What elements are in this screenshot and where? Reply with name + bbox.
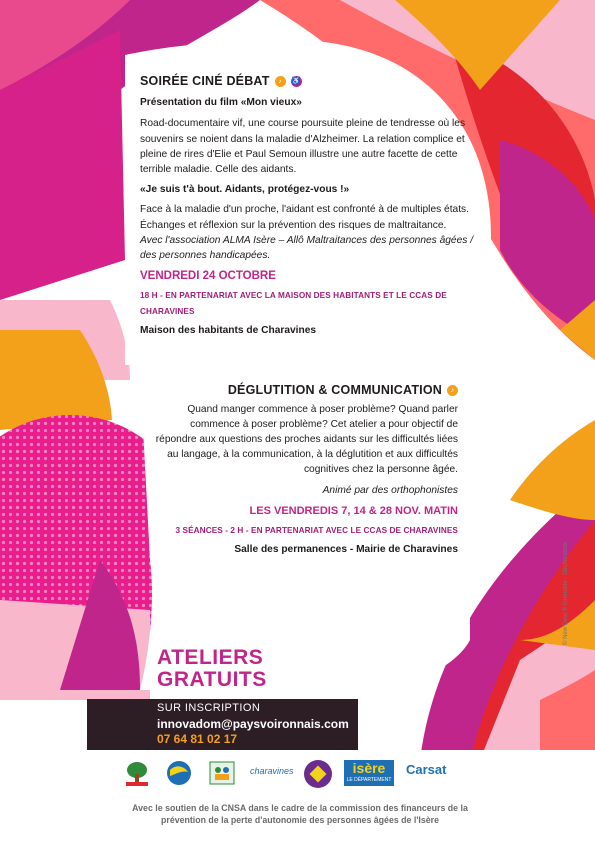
event-deglutition — [150, 383, 458, 557]
accessibility-icon: ♿ — [291, 78, 301, 86]
tree-logo — [122, 758, 152, 788]
photo-credit: © New Deal ® Grenoble - Shutterstock — [563, 541, 569, 645]
isere-logo-sub: LE DÉPARTEMENT — [346, 777, 392, 783]
diamond-logo — [302, 758, 334, 790]
inscription-label: SUR INSCRIPTION — [157, 702, 261, 714]
family-logo — [208, 758, 236, 788]
event2-description: Quand manger commence à poser problème? Quand parler commence à poser problème? Cet atelier a pour objectif de répondre aux questions des proches aidants sur les difficultés liées au langage, à la communication, à la déglutition et aux difficultés cognitives chez la personne âgée. — [155, 404, 458, 475]
event2-details: 3 SÉANCES - 2 H - EN PARTENARIAT AVEC LE CCAS DE CHARAVINES — [175, 526, 458, 535]
event2-heading — [150, 383, 458, 398]
isere-logo — [344, 760, 394, 786]
ateliers-line2: GRATUITS — [157, 668, 267, 691]
charavines-logo: charavines — [250, 766, 294, 776]
event1-title: SOIRÉE CINÉ DÉBAT — [140, 74, 270, 88]
event1-description2: Face à la maladie d'un proche, l'aidant est confronté à de multiples états. Échanges et réflexion sur la prévention des risques de maltraitance. — [140, 204, 469, 231]
event1-subtitle: Présentation du film «Mon vieux» — [140, 97, 302, 109]
footer-support: Avec le soutien de la CNSA dans le cadre de la commission des financeurs de la prévention de la perte d'autonomie des personnes âgées de l'Isère — [132, 803, 468, 825]
event1-quote: «Je suis t'à bout. Aidants, protégez-vous !» — [140, 184, 350, 196]
isere-logo-text: isère — [352, 760, 386, 776]
event1-date: VENDREDI 24 OCTOBRE — [140, 270, 276, 283]
event1-place: Maison des habitants de Charavines — [140, 324, 317, 336]
hearing-icon: ♪ — [447, 385, 458, 396]
event-cine-debat — [140, 74, 485, 338]
hearing-icon: ♪ — [275, 76, 286, 87]
event1-description: Road-documentaire vif, une course poursuite pleine de tendresse où les souvenirs se noient dans la maladie d'Alzheimer. La relation complice et pleine de rires d'Elie et Paul Semoun illustre une autre facette de cette terrible maladie. Celle des aidants. — [140, 118, 466, 176]
inscription-phone[interactable]: 07 64 81 02 17 — [157, 732, 238, 746]
globe-logo — [164, 758, 194, 788]
event2-date: LES VENDREDIS 7, 14 & 28 NOV. MATIN — [249, 505, 458, 517]
carsat-logo-text: Carsat — [406, 762, 447, 777]
event1-heading — [140, 74, 485, 89]
event2-animator: Animé par des orthophonistes — [322, 485, 458, 496]
partner-logos — [122, 758, 492, 798]
ateliers-gratuits — [157, 647, 267, 691]
ateliers-line1: ATELIERS — [157, 646, 264, 669]
event1-partner: Avec l'association ALMA Isère – Allô Maltraitances des personnes âgées / des personnes handicapées. — [140, 234, 474, 262]
event2-place: Salle des permanences - Mairie de Charavines — [234, 544, 458, 555]
event1-details: 18 H - EN PARTENARIAT AVEC LA MAISON DES HABITANTS ET LE CCAS DE CHARAVINES — [140, 291, 447, 316]
carsat-logo — [406, 762, 446, 777]
inscription-info — [157, 701, 349, 748]
event2-title: DÉGLUTITION & COMMUNICATION — [227, 383, 442, 397]
inscription-email[interactable]: innovadom@paysvoironnais.com — [157, 716, 349, 731]
